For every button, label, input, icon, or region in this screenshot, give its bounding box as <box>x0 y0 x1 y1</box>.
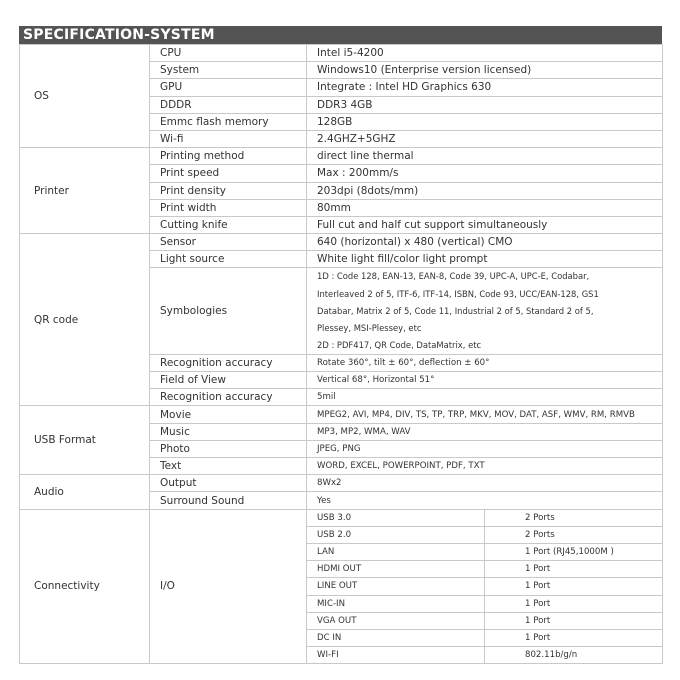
spec-label: Print speed <box>150 165 307 182</box>
table-row <box>20 234 663 251</box>
port-name: VGA OUT <box>307 612 485 629</box>
spec-value: 80mm <box>307 199 663 216</box>
section-label: Printer <box>20 148 150 234</box>
section-label: QR code <box>20 234 150 406</box>
section-label: OS <box>20 45 150 148</box>
port-name: LAN <box>307 543 485 560</box>
spec-label: Photo <box>150 440 307 457</box>
spec-table <box>19 44 663 664</box>
spec-value: Max : 200mm/s <box>307 165 663 182</box>
port-name: LINE OUT <box>307 578 485 595</box>
spec-label: Field of View <box>150 372 307 389</box>
port-name: USB 3.0 <box>307 509 485 526</box>
spec-value: Integrate : Intel HD Graphics 630 <box>307 79 663 96</box>
spec-value: Vertical 68°, Horizontal 51° <box>307 372 663 389</box>
spec-label: Cutting knife <box>150 216 307 233</box>
spec-value: Yes <box>307 492 663 509</box>
spec-label: Surround Sound <box>150 492 307 509</box>
spec-value: 640 (horizontal) x 480 (vertical) CMO <box>307 234 663 251</box>
section-label: Audio <box>20 475 150 509</box>
group-label: I/O <box>150 509 307 664</box>
spec-label: Text <box>150 458 307 475</box>
spec-label: Light source <box>150 251 307 268</box>
spec-label: Sensor <box>150 234 307 251</box>
spec-value: White light fill/color light prompt <box>307 251 663 268</box>
spec-label: Emmc flash memory <box>150 113 307 130</box>
spec-title: SPECIFICATION-SYSTEM <box>19 26 662 44</box>
table-row <box>20 406 663 423</box>
port-name: MIC-IN <box>307 595 485 612</box>
spec-value: 128GB <box>307 113 663 130</box>
spec-value: MP3, MP2, WMA, WAV <box>307 423 663 440</box>
spec-value: MPEG2, AVI, MP4, DIV, TS, TP, TRP, MKV, MOV, DAT, ASF, WMV, RM, RMVB <box>307 406 663 423</box>
symbology-line: 2D : PDF417, QR Code, DataMatrix, etc <box>317 339 482 350</box>
port-value: 2 Ports <box>485 526 663 543</box>
spec-label: DDDR <box>150 96 307 113</box>
spec-value: 8Wx2 <box>307 475 663 492</box>
spec-sheet <box>19 26 662 664</box>
spec-label: GPU <box>150 79 307 96</box>
spec-value: Rotate 360°, tilt ± 60°, deflection ± 60° <box>307 354 663 371</box>
symbology-line: Plessey, MSI-Plessey, etc <box>317 322 422 333</box>
port-name: DC IN <box>307 629 485 646</box>
section-label: USB Format <box>20 406 150 475</box>
spec-label: System <box>150 62 307 79</box>
port-value: 802.11b/g/n <box>485 647 663 664</box>
table-row <box>20 45 663 62</box>
spec-label: Output <box>150 475 307 492</box>
port-value: 1 Port (RJ45,1000M ) <box>485 543 663 560</box>
port-name: HDMI OUT <box>307 561 485 578</box>
table-row <box>20 475 663 492</box>
section-label: Connectivity <box>20 509 150 664</box>
spec-label: Print density <box>150 182 307 199</box>
spec-value: JPEG, PNG <box>307 440 663 457</box>
port-value: 1 Port <box>485 578 663 595</box>
spec-value: 5mil <box>307 389 663 406</box>
table-row <box>20 148 663 165</box>
table-row <box>20 509 663 526</box>
spec-value: DDR3 4GB <box>307 96 663 113</box>
symbology-line: 1D : Code 128, EAN-13, EAN-8, Code 39, UPC-A, UPC-E, Codabar, <box>317 271 590 282</box>
symbology-line: Interleaved 2 of 5, ITF-6, ITF-14, ISBN, Code 93, UCC/EAN-128, GS1 <box>317 288 599 299</box>
spec-value: Full cut and half cut support simultaneously <box>307 216 663 233</box>
port-name: WI-FI <box>307 647 485 664</box>
spec-label: Printing method <box>150 148 307 165</box>
port-value: 1 Port <box>485 561 663 578</box>
symbology-line: Databar, Matrix 2 of 5, Code 11, Industrial 2 of 5, Standard 2 of 5, <box>317 305 594 316</box>
spec-label: Music <box>150 423 307 440</box>
spec-value <box>307 268 663 354</box>
spec-label: Movie <box>150 406 307 423</box>
spec-value: Intel i5-4200 <box>307 45 663 62</box>
spec-label: Recognition accuracy <box>150 389 307 406</box>
spec-label: CPU <box>150 45 307 62</box>
spec-label: Wi-fi <box>150 130 307 147</box>
spec-value: 2.4GHZ+5GHZ <box>307 130 663 147</box>
port-name: USB 2.0 <box>307 526 485 543</box>
spec-value: Windows10 (Enterprise version licensed) <box>307 62 663 79</box>
port-value: 1 Port <box>485 612 663 629</box>
port-value: 1 Port <box>485 629 663 646</box>
spec-value: 203dpi (8dots/mm) <box>307 182 663 199</box>
spec-value: WORD, EXCEL, POWERPOINT, PDF, TXT <box>307 458 663 475</box>
spec-label: Print width <box>150 199 307 216</box>
port-value: 1 Port <box>485 595 663 612</box>
spec-label: Symbologies <box>150 268 307 354</box>
port-value: 2 Ports <box>485 509 663 526</box>
spec-label: Recognition accuracy <box>150 354 307 371</box>
spec-value: direct line thermal <box>307 148 663 165</box>
